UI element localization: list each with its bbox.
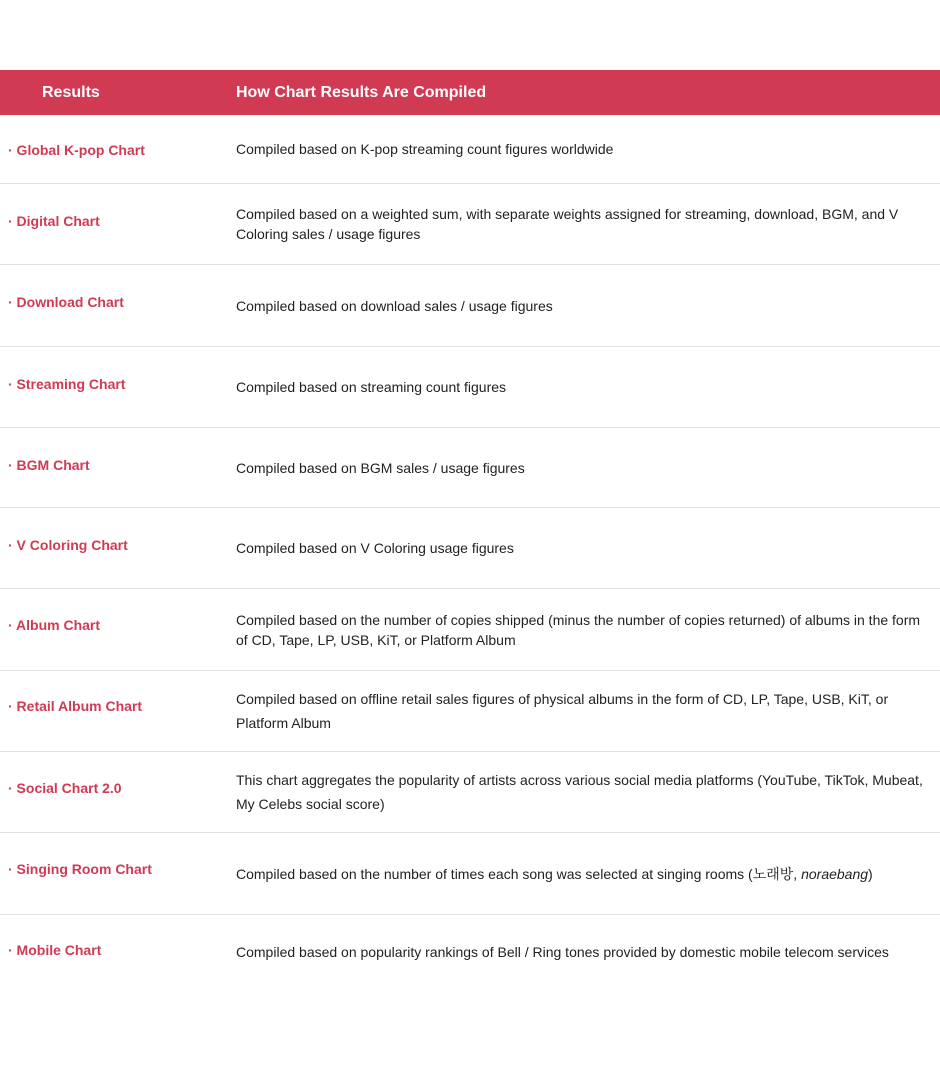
table-row	[0, 833, 940, 915]
chart-description: This chart aggregates the popularity of artists across various social media platforms (YouTube, TikTok, Mubeat, My Celebs social score)	[236, 772, 923, 812]
chart-name-retail-album[interactable]: · Retail Album Chart	[8, 698, 143, 714]
chart-name-global-kpop[interactable]: · Global K-pop Chart	[8, 142, 145, 158]
chart-name-download[interactable]: · Download Chart	[8, 294, 124, 310]
table-row	[0, 671, 940, 752]
chart-table	[0, 115, 940, 989]
chart-description: Compiled based on K-pop streaming count figures worldwide	[236, 141, 614, 157]
chart-description: Compiled based on BGM sales / usage figures	[236, 459, 525, 476]
table-header	[0, 70, 940, 115]
chart-description: Compiled based on popularity rankings of Bell / Ring tones provided by domestic mobile telecom services	[236, 944, 889, 960]
chart-description: Compiled based on the number of copies shipped (minus the number of copies returned) of albums in the form of CD, Tape, LP, USB, KiT, or Platform Album	[236, 611, 921, 648]
chart-description: Compiled based on download sales / usage figures	[236, 297, 553, 314]
table-row	[0, 589, 940, 671]
desc-italic: noraebang	[801, 865, 869, 882]
chart-name-mobile[interactable]: · Mobile Chart	[8, 942, 102, 958]
chart-description	[236, 864, 926, 884]
chart-name-bgm[interactable]: · BGM Chart	[8, 457, 90, 473]
table-row	[0, 915, 940, 989]
table-row	[0, 428, 940, 508]
table-row	[0, 508, 940, 589]
chart-name-v-coloring[interactable]: · V Coloring Chart	[8, 537, 128, 553]
chart-name-album[interactable]: · Album Chart	[8, 617, 101, 633]
desc-text: )	[868, 865, 873, 882]
chart-name-streaming[interactable]: · Streaming Chart	[8, 376, 126, 392]
chart-name-digital[interactable]: · Digital Chart	[8, 213, 100, 229]
table-row	[0, 347, 940, 428]
table-row	[0, 115, 940, 184]
chart-name-singing-room[interactable]: · Singing Room Chart	[8, 861, 152, 877]
desc-text: Compiled based on the number of times each song was selected at singing rooms (노래방,	[236, 865, 802, 882]
header-how-compiled: How Chart Results Are Compiled	[236, 84, 487, 101]
chart-description: Compiled based on V Coloring usage figures	[236, 540, 514, 556]
header-results: Results	[42, 84, 100, 101]
table-row	[0, 184, 940, 265]
chart-description: Compiled based on offline retail sales figures of physical albums in the form of CD, LP, Tape, USB, KiT, or Platform Album	[236, 691, 889, 731]
chart-description: Compiled based on a weighted sum, with separate weights assigned for streaming, download, BGM, and V Coloring sales / usage figures	[236, 206, 899, 242]
chart-name-social[interactable]: · Social Chart 2.0	[8, 780, 122, 796]
table-row	[0, 265, 940, 347]
chart-description: Compiled based on streaming count figures	[236, 379, 507, 395]
table-row	[0, 752, 940, 833]
